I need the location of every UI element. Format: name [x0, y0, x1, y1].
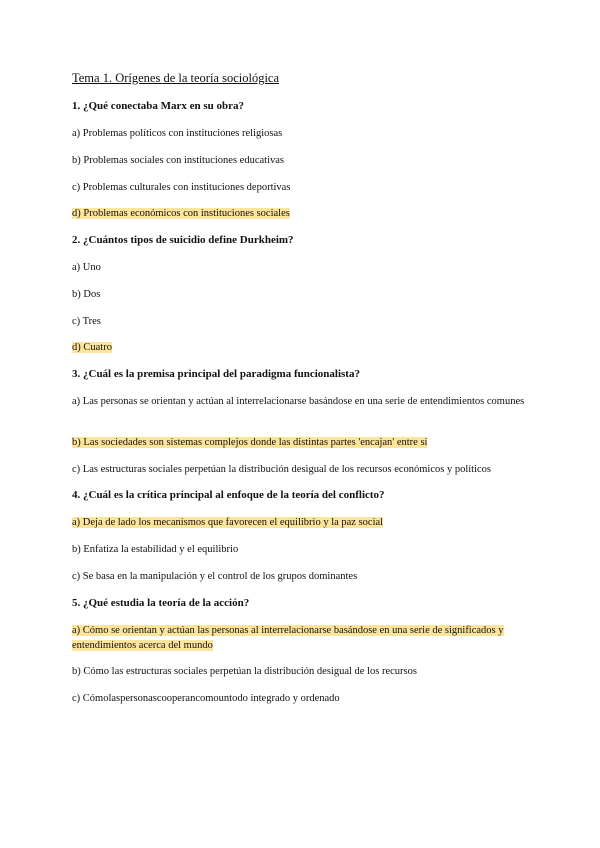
q1-option-d-correct: d) Problemas económicos con instituciones sociales — [72, 208, 290, 219]
q1-option-a: a) Problemas políticos con instituciones religiosas — [72, 128, 283, 139]
q3-option-c: c) Las estructuras sociales perpetúan la distribución desigual de los recursos económicos y políticos — [72, 464, 492, 475]
question-3: 3. ¿Cuál es la premisa principal del paradigma funcionalista? — [72, 368, 360, 380]
q4-option-a-correct: a) Deja de lado los mecanismos que favorecen el equilibrio y la paz social — [72, 517, 384, 528]
page-title: Tema 1. Orígenes de la teoría sociológica — [72, 71, 280, 85]
q4-option-c: c) Se basa en la manipulación y el control de los grupos dominantes — [72, 571, 358, 582]
q2-option-a: a) Uno — [72, 262, 101, 273]
q5-option-a-correct: a) Cómo se orientan y actúan las personas al interrelacionarse basándose en una serie de significados y entendimientos acerca del mundo — [72, 625, 504, 651]
q5-option-c: c) Cómolaspersonascooperancomountodo integrado y ordenado — [72, 693, 340, 704]
q2-option-d-correct: d) Cuatro — [72, 342, 112, 353]
q2-option-b: b) Dos — [72, 289, 101, 300]
question-1: 1. ¿Qué conectaba Marx en su obra? — [72, 100, 245, 112]
q1-option-c: c) Problemas culturales con instituciones deportivas — [72, 182, 291, 193]
q4-option-b: b) Enfatiza la estabilidad y el equilibrio — [72, 544, 239, 555]
q3-option-b-correct: b) Las sociedades son sistemas complejos donde las distintas partes 'encajan' entre sí — [72, 437, 428, 448]
q3-option-a: a) Las personas se orientan y actúan al interrelacionarse basándose en una serie de entendimientos comunes — [72, 396, 525, 407]
q2-option-c: c) Tres — [72, 316, 101, 327]
question-2: 2. ¿Cuántos tipos de suicidio define Durkheim? — [72, 234, 294, 246]
question-5: 5. ¿Qué estudia la teoría de la acción? — [72, 597, 250, 609]
q5-option-b: b) Cómo las estructuras sociales perpetúan la distribución desigual de los recursos — [72, 666, 417, 677]
question-4: 4. ¿Cuál es la crítica principal al enfoque de la teoría del conflicto? — [72, 489, 385, 501]
q1-option-b: b) Problemas sociales con instituciones educativas — [72, 155, 284, 166]
